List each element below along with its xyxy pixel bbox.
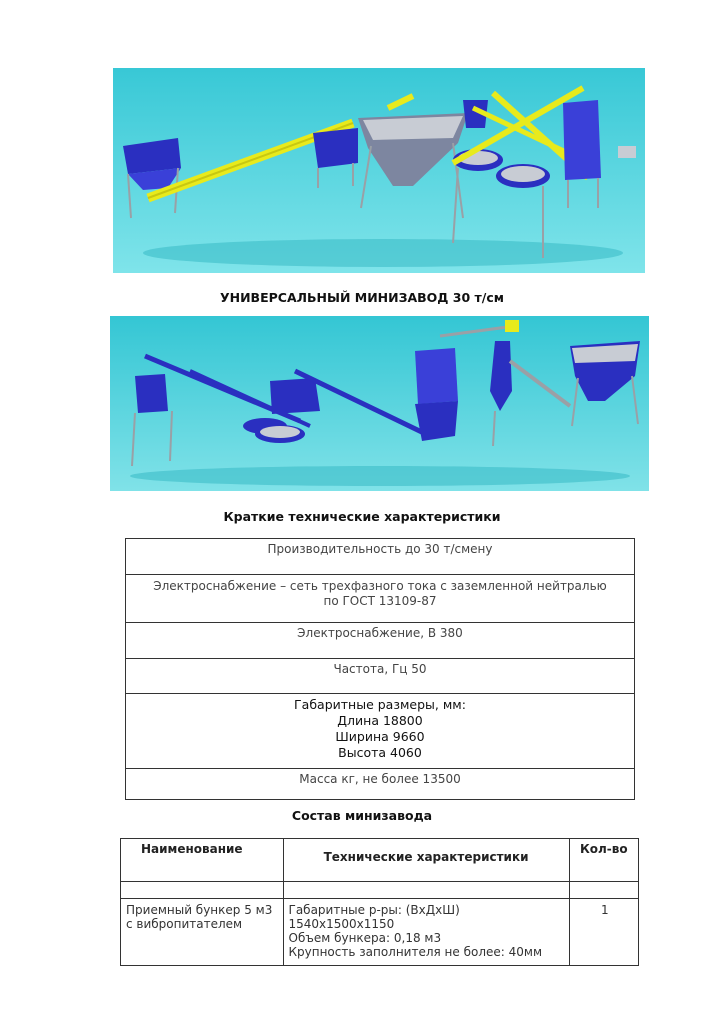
specs-cell: Частота, Гц 50	[126, 659, 635, 694]
dimensions-cell	[126, 694, 635, 769]
table-row	[121, 899, 639, 966]
specs-row	[126, 659, 635, 694]
specs-cell: Масса кг, не более 13500	[126, 769, 635, 800]
specs-row	[126, 769, 635, 800]
table-cell	[121, 882, 284, 899]
specs-title: Краткие технические характеристики	[223, 509, 501, 524]
plant-render-1-image	[113, 68, 645, 273]
item-tech-line: Крупность заполнителя не более: 40мм	[288, 945, 543, 959]
specs-row	[126, 623, 635, 659]
specs-table	[125, 538, 635, 800]
dimension-height: Высота 4060	[338, 745, 422, 760]
specs-row	[126, 539, 635, 575]
header-tech: Технические характеристики	[283, 839, 569, 882]
composition-title: Состав минизавода	[291, 808, 433, 823]
item-tech	[283, 899, 569, 966]
plant-render-2	[110, 316, 649, 491]
item-tech-line: Объем бункера: 0,18 м3	[288, 931, 442, 945]
specs-row	[126, 575, 635, 623]
item-name: Приемный бункер 5 м3 с вибропитателем	[121, 899, 284, 966]
header-name: Наименование	[121, 839, 284, 882]
item-tech-line: 1540х1500х1150	[288, 917, 395, 931]
table-cell	[283, 882, 569, 899]
table-header-row	[121, 839, 639, 882]
specs-cell: Электроснабжение, В 380	[126, 623, 635, 659]
table-cell	[569, 882, 638, 899]
specs-cell: Электроснабжение – сеть трехфазного тока с заземленной нейтралью по ГОСТ 13109-87	[126, 575, 635, 623]
composition-table	[120, 838, 639, 966]
dimension-width: Ширина 9660	[335, 729, 425, 744]
plant-render-1	[113, 68, 645, 273]
specs-row	[126, 694, 635, 769]
header-qty: Кол-во	[569, 839, 638, 882]
item-tech-line: Габаритные р-ры: (ВхДхШ)	[288, 903, 460, 917]
plant-render-2-image	[110, 316, 649, 491]
table-row	[121, 882, 639, 899]
item-qty: 1	[569, 899, 638, 966]
specs-cell: Производительность до 30 т/смену	[126, 539, 635, 575]
figure1-caption: УНИВЕРСАЛЬНЫЙ МИНИЗАВОД 30 т/см	[220, 290, 504, 305]
dimensions-label: Габаритные размеры, мм:	[294, 697, 466, 712]
dimension-length: Длина 18800	[337, 713, 423, 728]
